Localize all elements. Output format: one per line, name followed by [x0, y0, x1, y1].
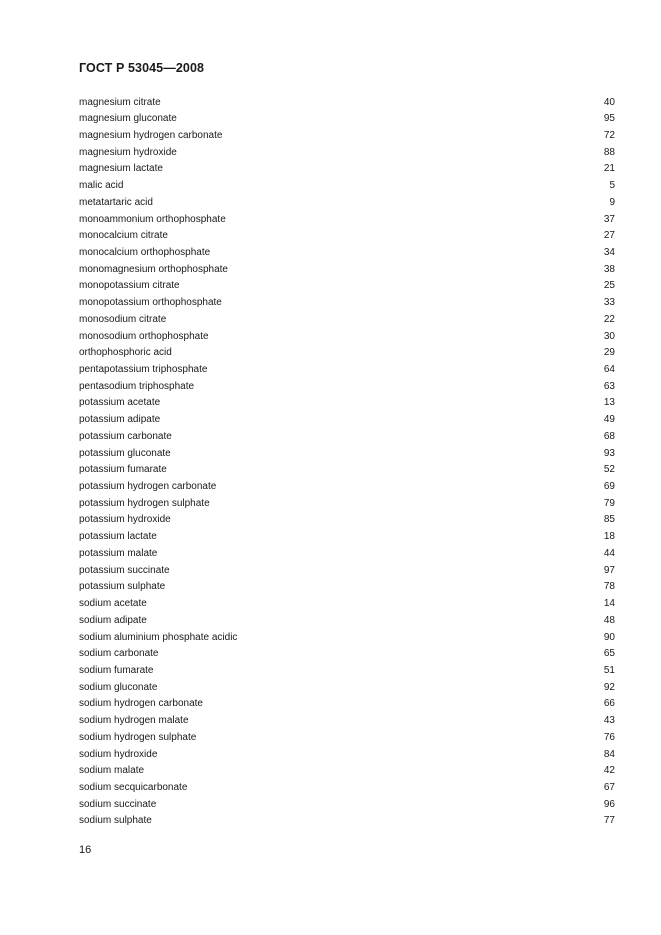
- index-entry: [79, 529, 615, 546]
- index-entry: [79, 278, 615, 295]
- index-term: sodium sulphate: [79, 815, 152, 827]
- index-term: potassium sulphate: [79, 581, 166, 593]
- index-term: monopotassium citrate: [79, 280, 180, 292]
- index-entry: [79, 797, 615, 814]
- index-page-ref: 29: [603, 347, 615, 359]
- index-term: potassium acetate: [79, 397, 161, 409]
- index-entry: [79, 161, 615, 178]
- index-term: magnesium gluconate: [79, 113, 177, 125]
- index-term: sodium succinate: [79, 798, 157, 810]
- index-page-ref: 92: [603, 681, 615, 693]
- index-entry: [79, 329, 615, 346]
- index-term: pentasodium triphosphate: [79, 380, 195, 392]
- index-page-ref: 22: [603, 313, 615, 325]
- index-entry: [79, 680, 615, 697]
- index-term: sodium malate: [79, 765, 145, 777]
- index-entry: [79, 95, 615, 112]
- index-term: magnesium lactate: [79, 163, 163, 175]
- index-term: sodium carbonate: [79, 648, 159, 660]
- index-entry: [79, 763, 615, 780]
- index-page-ref: 9: [609, 196, 615, 208]
- index-entry: [79, 630, 615, 647]
- index-term: potassium carbonate: [79, 430, 172, 442]
- index-term: potassium hydrogen sulphate: [79, 497, 210, 509]
- index-entry: [79, 730, 615, 747]
- index-term: malic acid: [79, 180, 124, 192]
- index-entry: [79, 228, 615, 245]
- index-page-ref: 51: [603, 664, 615, 676]
- index-entry: [79, 245, 615, 262]
- index-term: sodium hydrogen carbonate: [79, 698, 203, 710]
- index-entry: [79, 579, 615, 596]
- index-page-ref: 38: [603, 263, 615, 275]
- index-list: [79, 95, 615, 831]
- index-page-ref: 65: [603, 648, 615, 660]
- index-page-ref: 25: [603, 280, 615, 292]
- index-page-ref: 90: [603, 631, 615, 643]
- index-entry: [79, 446, 615, 463]
- index-page-ref: 27: [603, 230, 615, 242]
- index-entry: [79, 496, 615, 513]
- index-entry: [79, 663, 615, 680]
- index-term: metatartaric acid: [79, 196, 153, 208]
- index-page-ref: 84: [603, 748, 615, 760]
- index-page-ref: 34: [603, 246, 615, 258]
- index-page-ref: 43: [603, 715, 615, 727]
- index-entry: [79, 111, 615, 128]
- index-term: sodium aluminium phosphate acidic: [79, 631, 238, 643]
- index-entry: [79, 345, 615, 362]
- index-term: sodium hydrogen sulphate: [79, 731, 197, 743]
- index-term: potassium lactate: [79, 531, 157, 543]
- index-entry: [79, 646, 615, 663]
- index-entry: [79, 713, 615, 730]
- index-page-ref: 97: [603, 564, 615, 576]
- index-page-ref: 13: [603, 397, 615, 409]
- index-page-ref: 5: [609, 180, 615, 192]
- index-entry: [79, 128, 615, 145]
- index-entry: [79, 379, 615, 396]
- index-entry: [79, 295, 615, 312]
- index-term: potassium malate: [79, 547, 158, 559]
- page-number: 16: [79, 844, 92, 856]
- index-page-ref: 14: [603, 598, 615, 610]
- index-term: sodium secquicarbonate: [79, 781, 188, 793]
- index-entry: [79, 362, 615, 379]
- index-page-ref: 69: [603, 481, 615, 493]
- index-entry: [79, 212, 615, 229]
- index-term: monopotassium orthophosphate: [79, 297, 222, 309]
- index-term: potassium adipate: [79, 414, 161, 426]
- index-page-ref: 44: [603, 547, 615, 559]
- index-term: sodium gluconate: [79, 681, 158, 693]
- index-term: potassium gluconate: [79, 447, 171, 459]
- index-page-ref: 76: [603, 731, 615, 743]
- index-page-ref: 93: [603, 447, 615, 459]
- index-page-ref: 79: [603, 497, 615, 509]
- index-page-ref: 68: [603, 430, 615, 442]
- index-term: potassium succinate: [79, 564, 170, 576]
- index-term: magnesium hydrogen carbonate: [79, 129, 223, 141]
- index-term: monosodium citrate: [79, 313, 167, 325]
- index-page-ref: 48: [603, 614, 615, 626]
- index-term: sodium adipate: [79, 614, 147, 626]
- index-term: monocalcium orthophosphate: [79, 246, 211, 258]
- index-page-ref: 37: [603, 213, 615, 225]
- index-term: magnesium citrate: [79, 96, 161, 108]
- index-term: sodium fumarate: [79, 664, 154, 676]
- index-page-ref: 77: [603, 815, 615, 827]
- index-page-ref: 49: [603, 414, 615, 426]
- index-term: magnesium hydroxide: [79, 146, 177, 158]
- index-entry: [79, 613, 615, 630]
- index-entry: [79, 780, 615, 797]
- index-page-ref: 64: [603, 364, 615, 375]
- index-entry: [79, 546, 615, 563]
- index-term: orthophosphoric acid: [79, 347, 172, 359]
- index-page-ref: 33: [603, 297, 615, 309]
- index-page-ref: 85: [603, 514, 615, 526]
- index-term: sodium hydroxide: [79, 748, 158, 760]
- index-entry: [79, 747, 615, 764]
- index-term: monocalcium citrate: [79, 230, 168, 242]
- index-page-ref: 52: [603, 464, 615, 476]
- index-term: sodium acetate: [79, 598, 147, 610]
- index-term: monoammonium orthophosphate: [79, 213, 226, 225]
- index-page-ref: 95: [603, 113, 615, 125]
- index-entry: [79, 145, 615, 162]
- index-entry: [79, 429, 615, 446]
- index-entry: [79, 262, 615, 279]
- index-page-ref: 40: [603, 96, 615, 108]
- index-term: pentapotassium triphosphate: [79, 364, 208, 375]
- index-term: potassium hydrogen carbonate: [79, 481, 217, 493]
- index-page-ref: 72: [603, 129, 615, 141]
- index-term: potassium fumarate: [79, 464, 167, 476]
- index-entry: [79, 596, 615, 613]
- index-entry: [79, 479, 615, 496]
- index-entry: [79, 178, 615, 195]
- index-page-ref: 67: [603, 781, 615, 793]
- index-term: monomagnesium orthophosphate: [79, 263, 228, 275]
- index-entry: [79, 312, 615, 329]
- index-page-ref: 66: [603, 698, 615, 710]
- index-term: sodium hydrogen malate: [79, 715, 189, 727]
- document-header: ГОСТ Р 53045—2008: [79, 61, 205, 75]
- index-entry: [79, 395, 615, 412]
- index-entry: [79, 412, 615, 429]
- index-page-ref: 78: [603, 581, 615, 593]
- index-entry: [79, 462, 615, 479]
- index-entry: [79, 696, 615, 713]
- index-page-ref: 30: [603, 330, 615, 342]
- index-term: potassium hydroxide: [79, 514, 171, 526]
- index-page-ref: 18: [603, 531, 615, 543]
- index-page-ref: 88: [603, 146, 615, 158]
- index-entry: [79, 195, 615, 212]
- index-entry: [79, 512, 615, 529]
- index-page-ref: 96: [603, 798, 615, 810]
- index-entry: [79, 813, 615, 830]
- index-page-ref: 63: [603, 380, 615, 392]
- index-term: monosodium orthophosphate: [79, 330, 209, 342]
- index-entry: [79, 563, 615, 580]
- index-page-ref: 21: [603, 163, 615, 175]
- index-page-ref: 42: [603, 765, 615, 777]
